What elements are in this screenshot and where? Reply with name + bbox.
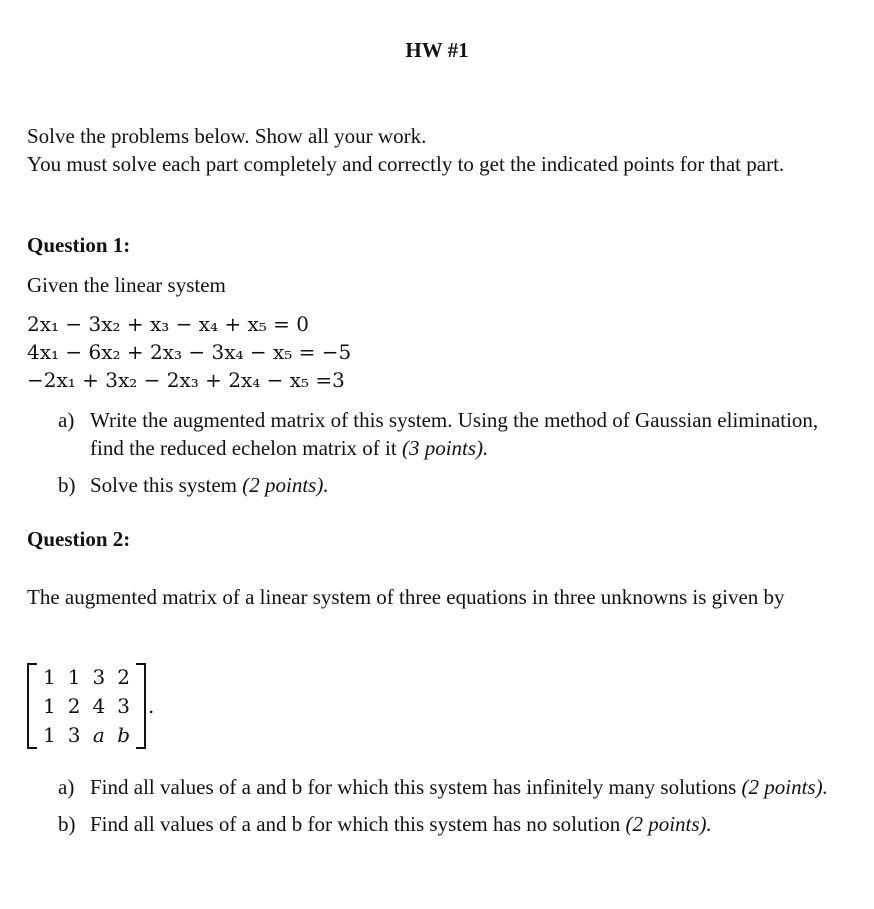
question-2-heading: Question 2: — [27, 527, 131, 551]
part-points: (2 points). — [625, 812, 712, 836]
equation-2: 4x₁ − 6x₂ + 2x₃ − 3x₄ − x₅ = −5 — [27, 340, 352, 364]
page-title: HW #1 — [405, 38, 469, 62]
part-label: a) — [58, 408, 75, 432]
matrix-cell: 1 — [67, 665, 81, 690]
question-2-parts — [58, 773, 848, 847]
matrix-row — [37, 692, 136, 721]
question-1-heading: Question 1: — [27, 233, 131, 257]
part-label: b) — [58, 812, 76, 836]
matrix-table — [37, 663, 136, 749]
question-2-lead: The augmented matrix of a linear system of three equations in three unknowns is given by — [27, 585, 785, 609]
matrix-cell: 3 — [117, 693, 130, 718]
question-1-parts — [58, 406, 848, 508]
part-points: (2 points). — [242, 473, 329, 497]
question-1-part-a — [58, 406, 848, 462]
matrix-row — [37, 663, 136, 692]
part-text: Solve this system — [90, 473, 238, 497]
question-1-lead: Given the linear system — [27, 273, 226, 297]
question-2-part-a — [58, 773, 848, 801]
equation-1: 2x₁ − 3x₂ + x₃ − x₄ + x₅ = 0 — [27, 312, 310, 336]
matrix-cell: 3 — [92, 665, 106, 690]
matrix-cell: 1 — [43, 722, 56, 747]
part-points: (2 points). — [741, 775, 828, 799]
linear-system — [27, 310, 351, 394]
part-label: b) — [58, 473, 76, 497]
part-points: (3 points). — [401, 436, 489, 460]
left-bracket — [27, 663, 37, 749]
matrix-cell: b — [117, 722, 131, 747]
matrix-cell: 1 — [43, 665, 56, 690]
part-text: Find all values of a and b for which this system has infinitely many solutions — [90, 775, 737, 799]
instructions — [27, 122, 847, 178]
matrix-cell: 2 — [117, 665, 130, 690]
part-text: Find all values of a and b for which this system has no solution — [90, 812, 621, 836]
matrix-period: . — [148, 694, 155, 718]
question-2-part-b — [58, 810, 848, 838]
equation-3: −2x₁ + 3x₂ − 2x₃ + 2x₄ − x₅ =3 — [27, 368, 345, 392]
instruction-line-2: You must solve each part completely and correctly to get the indicated points for that part. — [27, 152, 785, 176]
matrix-cell: 1 — [43, 693, 56, 718]
augmented-matrix — [27, 663, 154, 749]
matrix-cell: a — [92, 722, 105, 747]
matrix-cell: 4 — [92, 693, 106, 718]
matrix-cell: 3 — [67, 722, 81, 747]
instruction-line-1: Solve the problems below. Show all your work. — [27, 124, 427, 148]
question-1-part-b — [58, 471, 848, 499]
matrix-row — [37, 720, 136, 749]
part-label: a) — [58, 775, 75, 799]
right-bracket — [136, 663, 146, 749]
part-text: Write the augmented matrix of this system. Using the method of Gaussian elimination, find the reduced echelon matrix of it — [90, 408, 819, 460]
matrix-cell: 2 — [67, 693, 81, 718]
